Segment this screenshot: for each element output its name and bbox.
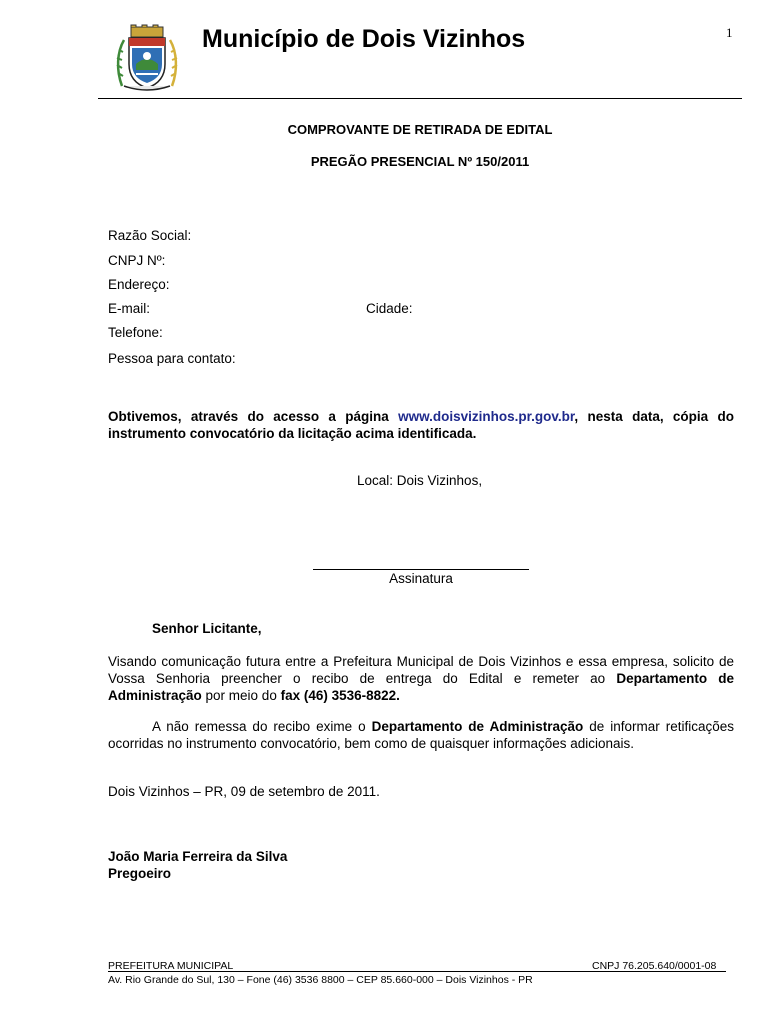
header-divider [98,98,742,99]
signature-line [313,569,529,570]
greeting: Senhor Licitante, [152,621,262,636]
website-link[interactable]: www.doisvizinhos.pr.gov.br [398,409,575,424]
date-line: Dois Vizinhos – PR, 09 de setembro de 2011. [108,784,380,799]
footer-org: PREFEITURA MUNICIPAL [108,960,234,972]
footer-address: Av. Rio Grande do Sul, 130 – Fone (46) 3536 8800 – CEP 85.660-000 – Dois Vizinhos - PR [108,974,533,986]
notice-paragraph-1 [108,653,734,704]
signer-name: João Maria Ferreira da Silva [108,849,288,864]
signature-label: Assinatura [389,571,453,586]
statement-paragraph [108,408,734,442]
statement-text-end: , nesta data, cópia do instrumento convocatório da licitação acima identificada. [108,409,735,441]
document-subtitle: PREGÃO PRESENCIAL Nº 150/2011 [310,154,530,169]
field-cidade: Cidade: [366,301,413,316]
field-telefone: Telefone: [108,325,163,340]
signer-role: Pregoeiro [108,866,172,881]
local-line: Local: Dois Vizinhos, [357,473,483,488]
field-endereco: Endereço: [108,277,170,292]
field-cnpj: CNPJ Nº: [108,253,166,268]
field-contato: Pessoa para contato: [108,351,236,366]
municipality-title: Município de Dois Vizinhos [202,25,526,53]
fax-number: fax (46) 3536-8822. [280,688,400,703]
notice-text: de informar retificações ocorridas no instrumento convocatório, bem como de quaisquer informações adicionais. [108,719,734,751]
footer-cnpj: CNPJ 76.205.640/0001-08 [592,960,717,972]
notice-paragraph-2 [108,718,734,752]
municipal-crest-icon [114,24,180,94]
footer-divider [108,971,726,972]
notice-text: A não remessa do recibo exime o [152,719,372,734]
department-name: Departamento de Administração [371,719,584,734]
document-title: COMPROVANTE DE RETIRADA DE EDITAL [287,122,553,137]
notice-text: Visando comunicação futura entre a Prefeitura Municipal de Dois Vizinhos e essa empresa, solicito de Vossa Senhoria preencher o recibo de entrega do Edital e remeter ao [108,654,734,686]
department-name: Departamento de Administração [108,671,735,703]
notice-text: por meio do [201,688,281,703]
field-email: E-mail: [108,301,151,316]
field-razao-social: Razão Social: [108,228,192,243]
statement-text: Obtivemos, através do acesso a página [108,409,399,424]
page-number: 1 [726,25,733,40]
